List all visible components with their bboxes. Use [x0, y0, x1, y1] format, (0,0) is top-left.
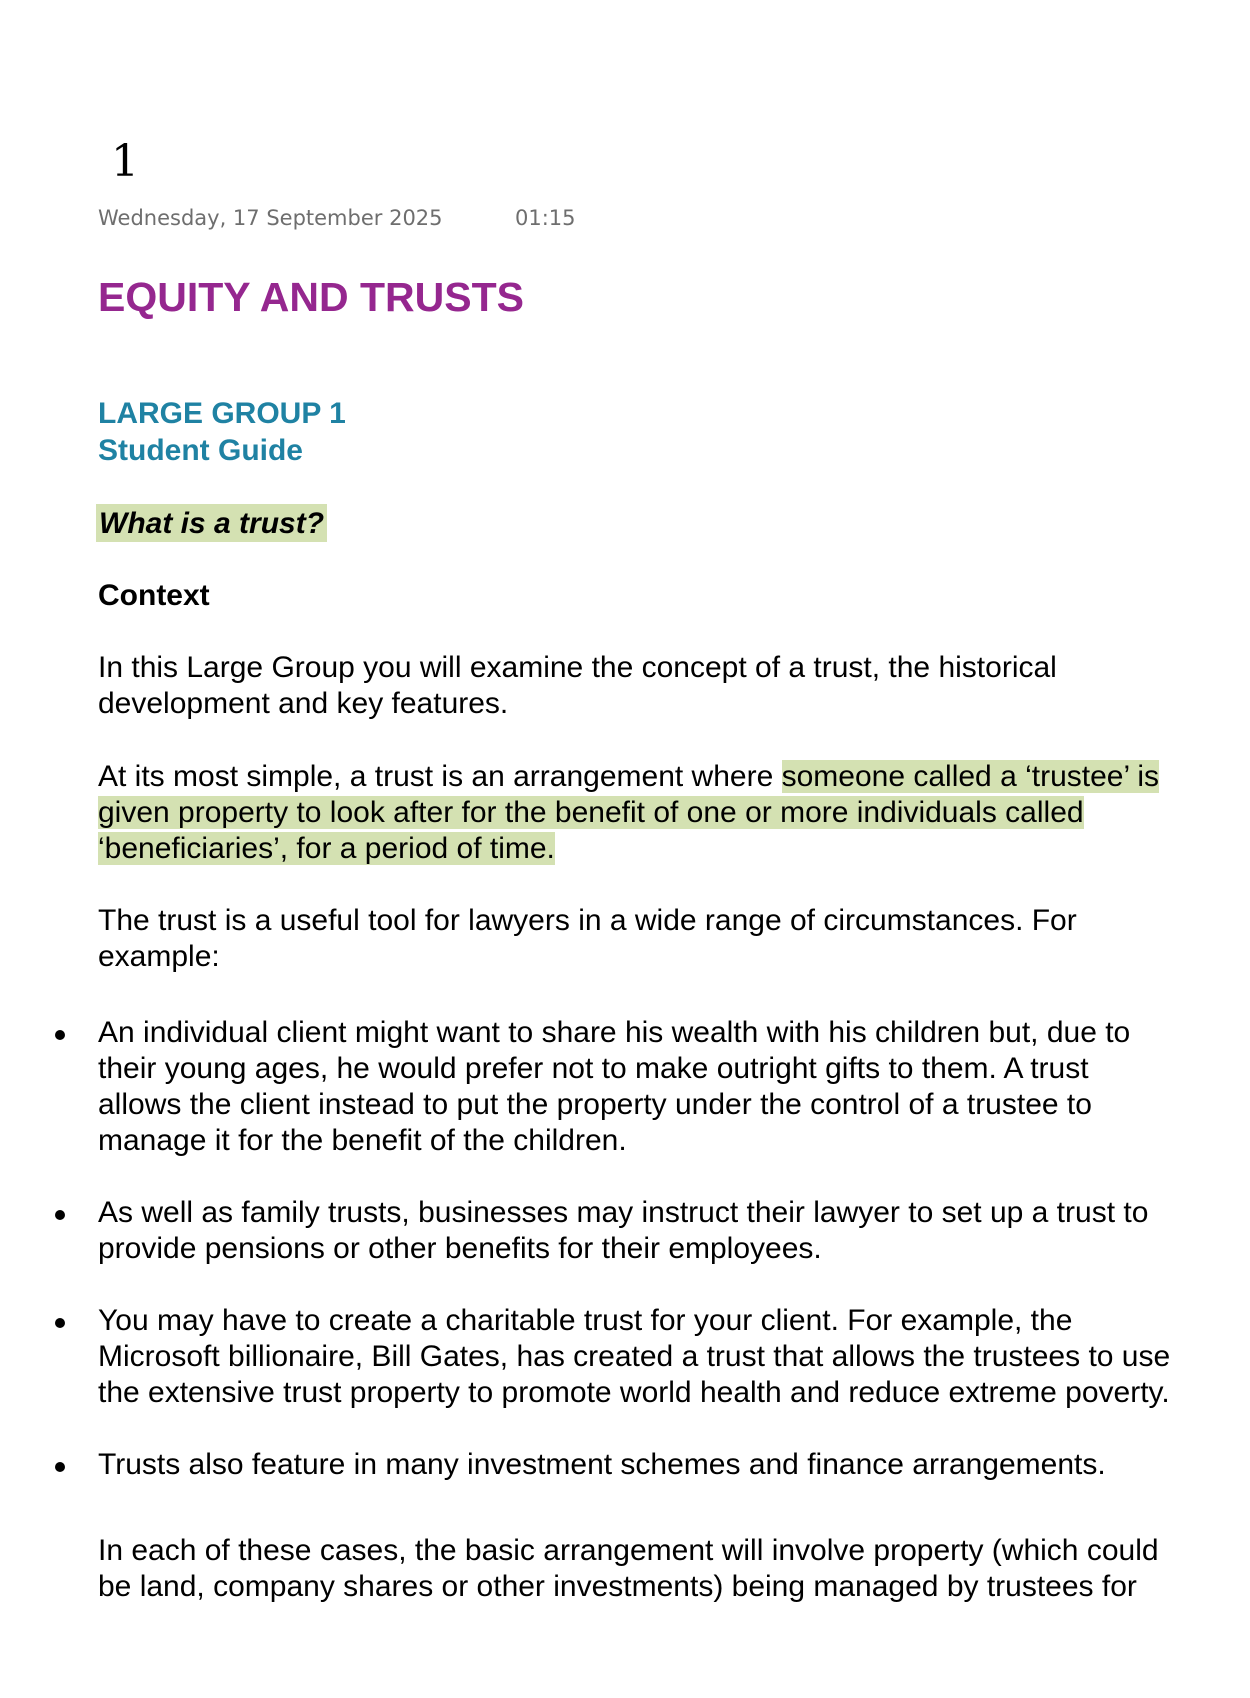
paragraph-line: In each of these cases, the basic arrangement will involve property (which could [98, 1534, 1159, 1567]
bullet-icon [55, 1318, 65, 1328]
paragraph-line [98, 759, 1248, 795]
paragraph-cases [98, 1533, 1248, 1605]
document-subheading-group: LARGE GROUP 1 [98, 397, 346, 430]
paragraph-definition [98, 759, 1248, 867]
bullet-text [98, 1447, 1106, 1483]
bullet-line: the extensive trust property to promote world health and reduce extreme poverty. [98, 1376, 1170, 1409]
question-heading: What is a trust? [96, 504, 327, 542]
section-heading-context: Context [98, 579, 210, 612]
paragraph-usefulness [98, 903, 1248, 975]
bullet-line: As well as family trusts, businesses may instruct their lawyer to set up a trust to [98, 1196, 1149, 1229]
bullet-line: An individual client might want to share his wealth with his children but, due to [98, 1016, 1131, 1049]
page-title[interactable]: 1 [111, 136, 139, 187]
bullet-line: manage it for the benefit of the children. [98, 1124, 627, 1157]
bullet-text [98, 1195, 1148, 1267]
page-date: Wednesday, 17 September 2025 [98, 206, 443, 230]
paragraph-text: At its most simple, a trust is an arrangement where [98, 760, 782, 793]
paragraph-line [98, 831, 1248, 867]
bullet-line: provide pensions or other benefits for their employees. [98, 1232, 822, 1265]
paragraph-line: development and key features. [98, 687, 509, 720]
paragraph-intro [98, 650, 1248, 722]
bullet-icon [55, 1210, 65, 1220]
bullet-icon [55, 1462, 65, 1472]
paragraph-line: The trust is a useful tool for lawyers in a wide range of circumstances. For [98, 904, 1077, 937]
page-time: 01:15 [515, 206, 576, 230]
bullet-line: allows the client instead to put the property under the control of a trustee to [98, 1088, 1092, 1121]
paragraph-line: In this Large Group you will examine the concept of a trust, the historical [98, 651, 1057, 684]
bullet-icon [55, 1030, 65, 1040]
highlighted-text: someone called a ‘trustee’ is [781, 760, 1160, 793]
bullet-line: Trusts also feature in many investment schemes and finance arrangements. [98, 1448, 1106, 1481]
highlighted-text: given property to look after for the benefit of one or more individuals called [98, 796, 1084, 829]
paragraph-line: example: [98, 940, 220, 973]
bullet-line: You may have to create a charitable trust for your client. For example, the [98, 1304, 1073, 1337]
highlighted-text: ‘beneficiaries’, for a period of time. [98, 832, 555, 865]
bullet-text [98, 1015, 1130, 1159]
bullet-line: Microsoft billionaire, Bill Gates, has created a trust that allows the trustees to use [98, 1340, 1171, 1373]
document-heading: EQUITY AND TRUSTS [98, 274, 524, 320]
document-subheading-guide: Student Guide [98, 434, 303, 467]
bullet-text [98, 1303, 1170, 1411]
paragraph-line: be land, company shares or other investments) being managed by trustees for [98, 1570, 1137, 1603]
paragraph-line [98, 795, 1248, 831]
bullet-line: their young ages, he would prefer not to make outright gifts to them. A trust [98, 1052, 1089, 1085]
